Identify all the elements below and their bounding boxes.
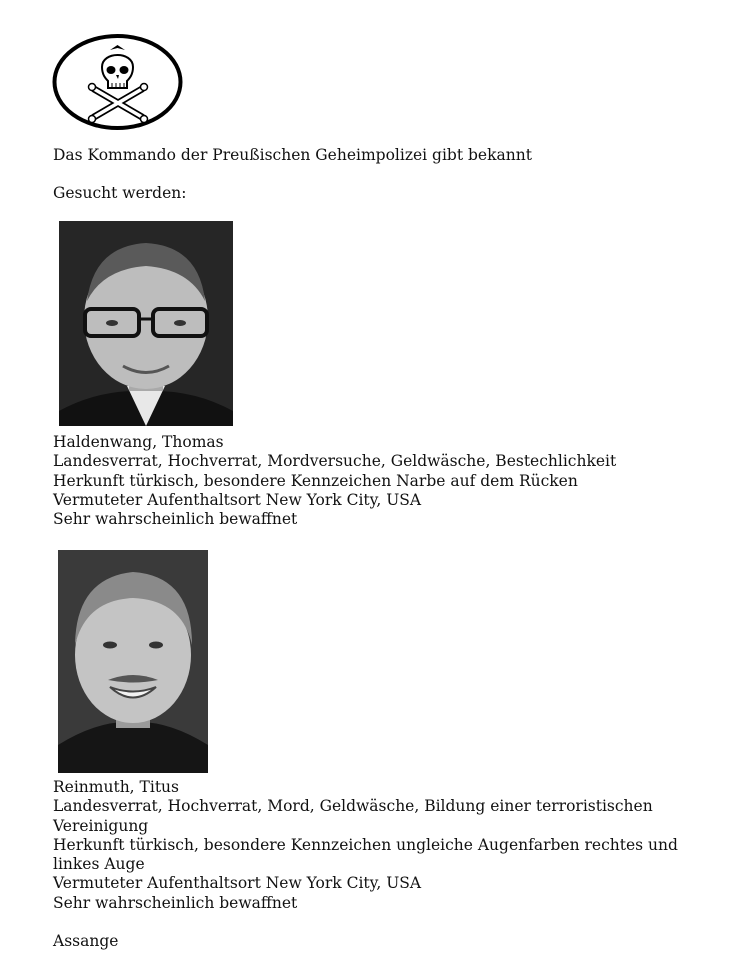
last-name-text: Assange: [53, 932, 119, 950]
person-name: Reinmuth, Titus: [53, 778, 179, 796]
person-armed: Sehr wahrscheinlich bewaffnet: [53, 893, 298, 912]
person-location: Vermuteter Aufenthaltsort New York City, USA: [53, 490, 422, 509]
person-name: Haldenwang, Thomas: [53, 433, 224, 451]
person-origin: Herkunft türkisch, besondere Kennzeichen ungleiche Augenfarben rechtes und linkes Auge: [53, 835, 678, 874]
announcement-text: Das Kommando der Preußischen Geheimpolizei gibt bekannt: [53, 146, 532, 164]
person-charges: Landesverrat, Hochverrat, Mord, Geldwäsche, Bildung einer terroristischen Vereinigung: [53, 797, 653, 835]
wanted-label: Gesucht werden:: [53, 184, 187, 202]
person-details: [53, 433, 703, 529]
person-origin: Herkunft türkisch, besondere Kennzeichen Narbe auf dem Rücken: [53, 471, 578, 490]
person-armed: Sehr wahrscheinlich bewaffnet: [53, 510, 298, 529]
person-charges: Landesverrat, Hochverrat, Mordversuche, Geldwäsche, Bestechlichkeit: [53, 452, 617, 471]
skull-crossbones-icon: [52, 33, 183, 131]
person-photo: [59, 221, 233, 426]
person-location: Vermuteter Aufenthaltsort New York City, USA: [53, 874, 422, 893]
person-photo: [58, 550, 208, 773]
person-details: [53, 778, 703, 913]
